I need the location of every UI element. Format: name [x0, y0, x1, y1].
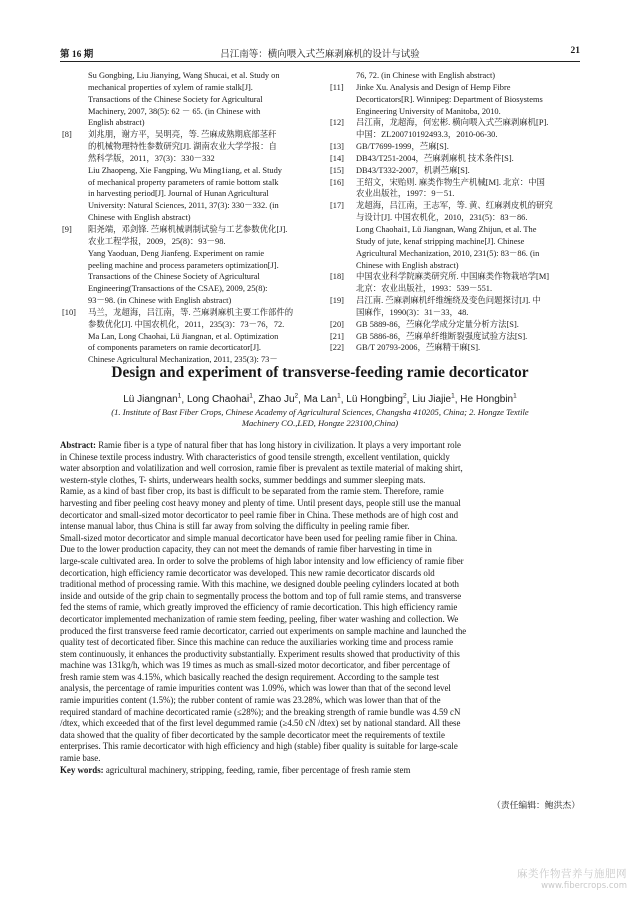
- site-watermark: [517, 866, 627, 891]
- reference-line: Yang Yaoduan, Deng Jianfeng. Experiment on ramie: [88, 248, 265, 258]
- author-name: Ma Lan: [303, 394, 338, 406]
- abstract-line: machine was 131kg/h, which was 19 times as much as small-sized motor decorticator, and fiber percentage of: [60, 660, 451, 671]
- reference-line: Machinery, 2007, 38(5): 62 － 65. (in Chinese with: [88, 106, 261, 116]
- reference-line: of components parameters on ramie decorticator[J].: [88, 343, 262, 353]
- header-rule: [60, 61, 580, 62]
- reference-line: 然科学版，2011，37(3)：330－332: [88, 153, 215, 163]
- abstract-line: harvesting and fiber peeling cost heavy money and plenty of time. Until present days, people still use the manual: [60, 497, 461, 508]
- reference-number: [21]: [330, 331, 344, 341]
- abstract-line: ramie impurities content (1.5%); the rubber content of ramie was 23.28%, which was lower than that of the: [60, 695, 441, 706]
- author-affiliation-mark: 1: [337, 393, 341, 400]
- author-affiliation-mark: 2: [403, 393, 407, 400]
- abstract-line: traditional method of processing ramie. With this machine, we designed double peeling cylinders located at both: [60, 579, 459, 590]
- reference-number: [17]: [330, 201, 344, 211]
- reference-line: GB/T 20793-2006，苎麻精干麻[S].: [356, 343, 481, 353]
- reference-line: 马兰，龙超海，吕江南，等. 苎麻剥麻机主要工作部件的: [88, 307, 294, 317]
- reference-line: 王绍文，宋贻则. 麻类作物生产机械[M]. 北京：中国: [356, 177, 545, 187]
- reference-item: [330, 342, 580, 354]
- reference-item: [330, 70, 580, 82]
- abstract-line: Small-sized motor decorticator and simple manual decorticator have been used for peeling ramie fiber in China.: [60, 532, 458, 543]
- article-title: Design and experiment of transverse-feeding ramie decorticator: [111, 364, 529, 381]
- reference-line: in harvesting period[J]. Journal of Hunan Agricultural: [88, 189, 269, 199]
- reference-item: [330, 117, 580, 141]
- author-name: Zhao Ju: [258, 394, 295, 406]
- reference-line: Chinese with English abstract): [88, 213, 191, 223]
- reference-item: [330, 331, 580, 343]
- reference-line: 与设计[J]. 中国农机化，2010，231(5)：83－86.: [356, 213, 528, 223]
- reference-line: 参数优化[J]. 中国农机化，2011，235(3)：73－76，72.: [88, 319, 285, 329]
- reference-line: Engineering University of Manitoba, 2010.: [356, 106, 501, 116]
- reference-item: [62, 307, 320, 366]
- affiliations: [60, 407, 580, 429]
- reference-line: 中国：ZL200710192493.3，2010-06-30.: [356, 130, 498, 140]
- reference-item: [330, 177, 580, 201]
- reference-line: Engineering(Transactions of the CSAE), 2009, 25(8):: [88, 284, 268, 294]
- reference-line: 农业工程学报，2009，25(8)：93－98.: [88, 236, 226, 246]
- author-name: Lü Hongbing: [346, 394, 403, 406]
- watermark-url: www.fibercrops.com: [541, 881, 627, 891]
- reference-line: GB/T7699-1999，苎麻[S].: [356, 142, 449, 152]
- reference-number: [14]: [330, 153, 344, 163]
- author-list: Lü Jiangnan$^1$, Long Chaohai$^1$, Zhao Ju$^2$, Ma Lan$^1$, Lü Hongbing$^2$, Liu Jiajie$^1$, He Hongbin$^1$: [123, 393, 517, 406]
- author-affiliation-mark: 1: [513, 393, 517, 400]
- abstract-line: inside and outside of the grip chain to segmentally process the bottom and top of full ramie stems, and transverse: [60, 590, 462, 601]
- reference-line: 国麻作，1990(3)：31－33，48.: [356, 307, 469, 317]
- author-name: Lü Jiangnan: [123, 394, 178, 406]
- responsible-editor: （责任编辑：鲍洪杰）: [492, 800, 580, 810]
- reference-line: 北京：农业出版社，1993：539－551.: [356, 284, 493, 294]
- abstract-line: data showed that the quality of fiber decorticated by the sample decorticator meet the requirements of textile: [60, 729, 445, 740]
- reference-line: 中国农业科学院麻类研究所. 中国麻类作物栽培学[M]: [356, 272, 550, 282]
- references-left-column: [62, 70, 320, 366]
- reference-line: Transactions of the Chinese Society for Agricultural: [88, 94, 263, 104]
- reference-line: English abstract): [88, 118, 145, 128]
- page-number: 21: [570, 46, 580, 56]
- issue-number: 第 16 期: [60, 50, 94, 60]
- reference-number: [12]: [330, 118, 344, 128]
- reference-item: [62, 224, 320, 307]
- reference-line: Ma Lan, Long Chaohai, Lü Jiangnan, et al. Optimization: [88, 331, 279, 341]
- running-header: [60, 46, 580, 62]
- reference-line: DB43/T251-2004，苎麻剥麻机 技术条件[S].: [356, 153, 514, 163]
- reference-line: Chinese with English abstract): [356, 260, 459, 270]
- reference-number: [8]: [62, 130, 72, 140]
- abstract-line: stem continuously, it enhances the productivity substantially. Experiment results showed that productivity of this: [60, 648, 460, 659]
- reference-item: [330, 319, 580, 331]
- reference-item: [330, 200, 580, 271]
- reference-item: [330, 271, 580, 295]
- reference-line: Transactions of the Chinese Society of Agricultural: [88, 272, 260, 282]
- reference-line: of mechanical property parameters of ramie bottom stalk: [88, 177, 279, 187]
- author: [412, 394, 455, 405]
- running-title: 吕江南等：横向喂入式苎麻剥麻机的设计与试验: [220, 50, 420, 60]
- abstract-line: quality test of decorticated fiber. Since this machine can reduce the auxiliaries working time and process ramie: [60, 637, 454, 648]
- affiliation-line: (1. Institute of Bast Fiber Crops, Chinese Academy of Agricultural Sciences, Changsha 410205, China; 2. Hongze Textile: [111, 407, 529, 417]
- watermark-title: 麻类作物营养与施肥网: [517, 868, 627, 880]
- abstract-text: Ramie fiber is a type of natural fiber that has long history in civilization. It plays a very important role: [95, 440, 461, 450]
- abstract-line: ramie base.: [60, 753, 101, 764]
- reference-number: [9]: [62, 224, 72, 234]
- reference-line: 农业出版社，1997：9－51.: [356, 189, 455, 199]
- abstract-line: required standard of machine decorticated ramie (≤28%); and the breaking strength of ramie bundle was 4.59 cN: [60, 706, 461, 717]
- reference-line: 阳尧端，邓剑锋. 苎麻机械剥制试验与工艺参数优化[J].: [88, 224, 288, 234]
- reference-line: mechanical properties of xylem of ramie stalk[J].: [88, 82, 253, 92]
- reference-line: 龙超海，吕江南，王志军，等. 黄、红麻剥皮机的研究: [356, 201, 553, 211]
- abstract-line: /dtex, which exceeded that of the first level degummed ramie (≥4.50 cN /dtex) set by national standard. All these: [60, 718, 461, 729]
- reference-line: GB 5889-86，苎麻化学成分定量分析方法[S].: [356, 319, 519, 329]
- abstract-line: produced the first transverse feed ramie decorticator, carried out experiments on sample machine and launched the: [60, 625, 467, 636]
- reference-line: DB43/T332-2007，机剥苎麻[S].: [356, 165, 470, 175]
- abstract-line: decorticator and small-sized motor decorticator to peel ramie fiber in China. These methods are of high cost and: [60, 509, 459, 520]
- abstract-line: large-scale cultivated area. In order to solve the problems of high labor intensity and low efficiency of ramie fiber: [60, 555, 464, 566]
- reference-number: [13]: [330, 142, 344, 152]
- reference-line: 吕江南，龙超海，何宏彬. 横向喂入式苎麻剥麻机[P].: [356, 118, 549, 128]
- reference-line: Study of jute, kenaf stripping machine[J]. Chinese: [356, 236, 525, 246]
- keywords-text: agricultural machinery, stripping, feeding, ramie, fiber percentage of fresh ramie stem: [103, 764, 411, 775]
- references-right-column: [330, 70, 580, 354]
- abstract-line: decorticator implemented mechanization of ramie stem feeding, peeling, fiber water washing and collection. We: [60, 613, 459, 624]
- abstract-line: fresh ramie stem was 4.15%, which basically reached the design requirement. According to the sample test: [60, 671, 440, 682]
- abstract-line: analysis, the percentage of ramie impurities content was 1.09%, which was lower than that of the second level: [60, 683, 451, 694]
- author: [346, 394, 406, 405]
- reference-number: [18]: [330, 272, 344, 282]
- reference-item: [330, 165, 580, 177]
- abstract-line: in Chinese textile process industry. With characteristics of good tensile strength, excellent ventilation, quickly: [60, 451, 450, 462]
- author-affiliation-mark: 1: [249, 393, 253, 400]
- reference-line: 93－98. (in Chinese with English abstract): [88, 296, 232, 306]
- reference-line: Chinese Agricultural Mechanization, 2011, 235(3): 73－: [88, 355, 278, 365]
- reference-line: Su Gongbing, Liu Jianying, Wang Shucai, et al. Study on: [88, 71, 280, 80]
- reference-item: [330, 82, 580, 118]
- author: [123, 394, 181, 405]
- reference-line: 吕江南. 苎麻剥麻机纤维缠绕及变色问题探讨[J]. 中: [356, 296, 541, 306]
- reference-item: [330, 141, 580, 153]
- reference-number: [19]: [330, 296, 344, 306]
- abstract-line: Ramie, as a kind of bast fiber crop, its bast is difficult to be separated from the ramie stem. Therefore, ramie: [60, 486, 444, 497]
- abstract-line: fed the stems of ramie, which greatly improved the efficiency of ramie decortication. This high efficiency ramie: [60, 602, 458, 613]
- reference-line: Long Chaohai1, Lü Jiangnan, Wang Zhijun, et al. The: [356, 224, 537, 234]
- reference-line: peeling machine and process parameters optimization[J].: [88, 260, 279, 270]
- reference-number: [16]: [330, 177, 344, 187]
- reference-item: [330, 153, 580, 165]
- reference-number: [20]: [330, 319, 344, 329]
- reference-number: [15]: [330, 165, 344, 175]
- abstract-line: intense manual labor, thus China is still far away from solving the difficulty in peeling ramie fiber.: [60, 521, 410, 532]
- author: [304, 394, 341, 405]
- abstract-line: decortication, high efficiency ramie decorticator was developed. This new ramie decorticator discards old: [60, 567, 435, 578]
- author-name: Liu Jiajie: [412, 394, 452, 406]
- reference-line: University: Natural Sciences, 2011, 37(3): 330－332. (in: [88, 201, 279, 211]
- author-affiliation-mark: 1: [451, 393, 455, 400]
- reference-line: 76, 72. (in Chinese with English abstract): [356, 71, 496, 80]
- reference-line: Liu Zhaopeng, Xie Fangping, Wu Ming1iang, et al. Study: [88, 165, 282, 175]
- reference-line: Agricultural Mechanization, 2010, 231(5): 83－86. (in: [356, 248, 540, 258]
- author: [258, 394, 298, 405]
- reference-item: [330, 295, 580, 319]
- abstract-label: Abstract:: [60, 440, 96, 450]
- reference-line: Decorticators[R]. Winnipeg: Department of Biosystems: [356, 94, 543, 104]
- reference-line: 的机械物理特性参数研究[J]. 湖南农业大学学报：自: [88, 142, 277, 152]
- reference-number: [22]: [330, 343, 344, 353]
- author: [187, 394, 253, 405]
- reference-line: 刘兆朋，谢方平，吴明亮，等. 苎麻成熟期底部茎秆: [88, 130, 277, 140]
- author-name: He Hongbin: [460, 394, 514, 406]
- abstract-line: water absorption and volatilization and well corrosion, ramie fiber is prevalent as textile material of making shirt,: [60, 463, 463, 474]
- abstract-line: enterprises. This ramie decorticator with high efficiency and high (stable) fiber quality is suitable for large-scale: [60, 741, 458, 752]
- keywords-label: Key words:: [60, 764, 104, 775]
- author: [460, 394, 516, 405]
- reference-line: Jinke Xu. Analysis and Design of Hemp Fibre: [356, 82, 511, 92]
- author-affiliation-mark: 1: [177, 393, 182, 400]
- reference-number: [10]: [62, 307, 76, 317]
- author-name: Long Chaohai: [186, 394, 250, 406]
- reference-line: GB 5886-86，苎麻单纤维断裂强度试验方法[S].: [356, 331, 528, 341]
- reference-number: [11]: [330, 82, 344, 92]
- abstract-line: western-style clothes, T- shirts, underwears health socks, summer beddings and summer sleeping mats.: [60, 474, 426, 485]
- reference-item: [62, 129, 320, 224]
- reference-item: [62, 70, 320, 129]
- keywords-line: [60, 765, 581, 777]
- author-affiliation-mark: 2: [294, 393, 299, 400]
- abstract-block: [60, 440, 581, 776]
- abstract-line: [60, 440, 581, 452]
- affiliation-line: Machinery CO.,LED, Hongze 223100,China): [241, 418, 399, 428]
- abstract-line: Due to the lower production capacity, they can not meet the demands of ramie fiber harvesting in time in: [60, 544, 432, 555]
